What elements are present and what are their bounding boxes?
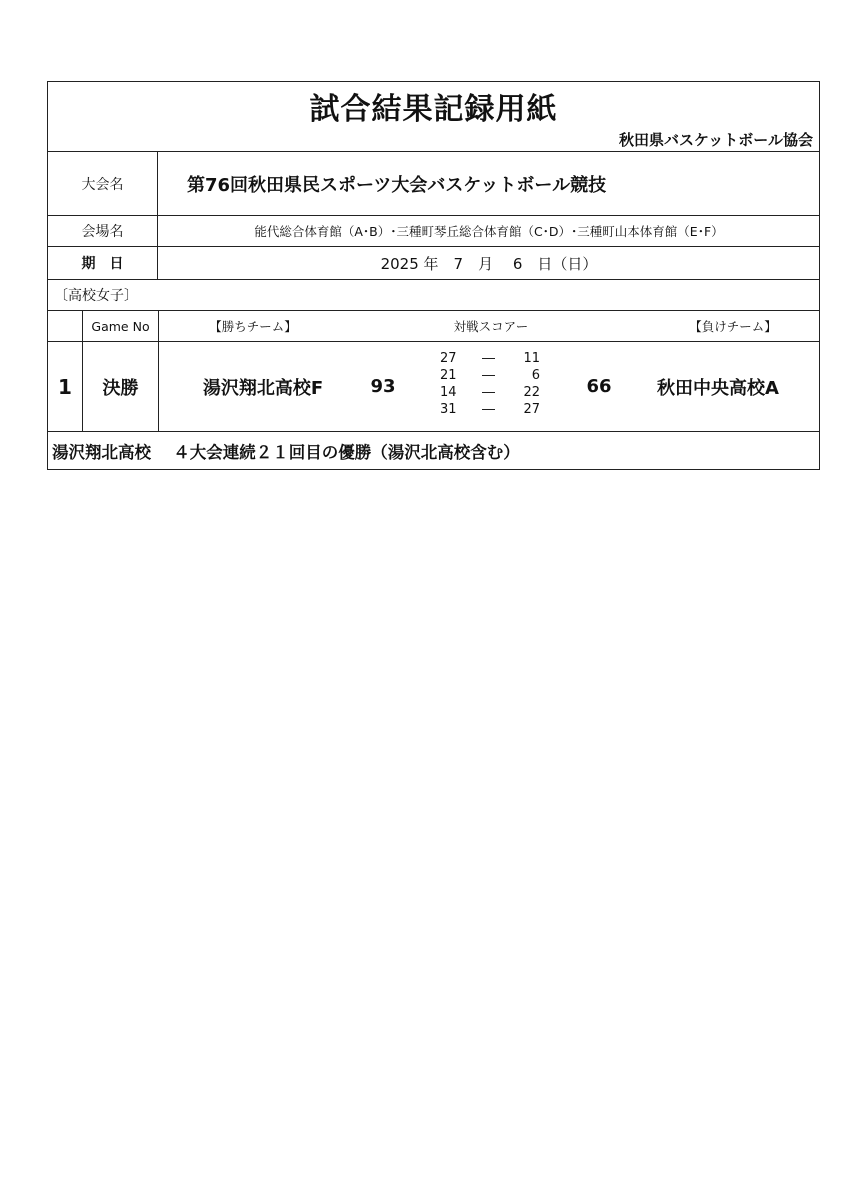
tournament-value: 第76回秋田県民スポーツ大会バスケットボール競技 [187,174,607,196]
venue-label: 会場名 [48,216,158,246]
col-divider [158,311,159,341]
date-label: 期 日 [48,247,158,279]
loser-total: 66 [586,376,612,397]
game-index: 1 [58,374,72,399]
header-winner: 【勝ちチーム】 [209,319,297,334]
title-block [48,82,819,152]
header-loser: 【負けチーム】 [689,319,777,334]
winner-team: 湯沢翔北高校F [202,377,324,399]
venue-row [48,216,819,247]
organization-name: 秋田県バスケットボール協会 [619,131,813,149]
quarter-score: 31 ― 27 [440,402,540,417]
page-title: 試合結果記録用紙 [309,92,558,127]
date-value: 2025 年 7 月 6 日（日） [380,254,598,273]
category-label: 〔高校女子〕 [54,288,138,304]
table-row [48,342,819,432]
result-sheet [47,81,820,470]
tournament-row [48,152,819,216]
date-row [48,247,819,280]
header-score: 対戦スコアー [453,319,529,334]
category-row [48,280,819,311]
winner-total: 93 [370,376,396,397]
game-round: 決勝 [102,377,139,399]
quarter-score: 14 ― 22 [440,385,540,400]
venue-value: 能代総合体育館（A･B）･三種町琴丘総合体育館（C･D）･三種町山本体育館（E･F） [254,224,724,239]
loser-team: 秋田中央高校A [657,377,779,399]
tournament-label: 大会名 [48,152,158,215]
quarter-score: 27 ― 11 [440,351,540,366]
note-row [48,432,819,469]
result-note: 湯沢翔北高校 ４大会連続２１回目の優勝（湯沢北高校含む） [52,442,520,462]
quarter-score: 21 ― 6 [440,368,540,383]
quarter-scores [432,350,552,422]
table-header-row [48,311,819,342]
header-game-no: Game No [91,318,150,334]
col-divider [158,342,159,431]
